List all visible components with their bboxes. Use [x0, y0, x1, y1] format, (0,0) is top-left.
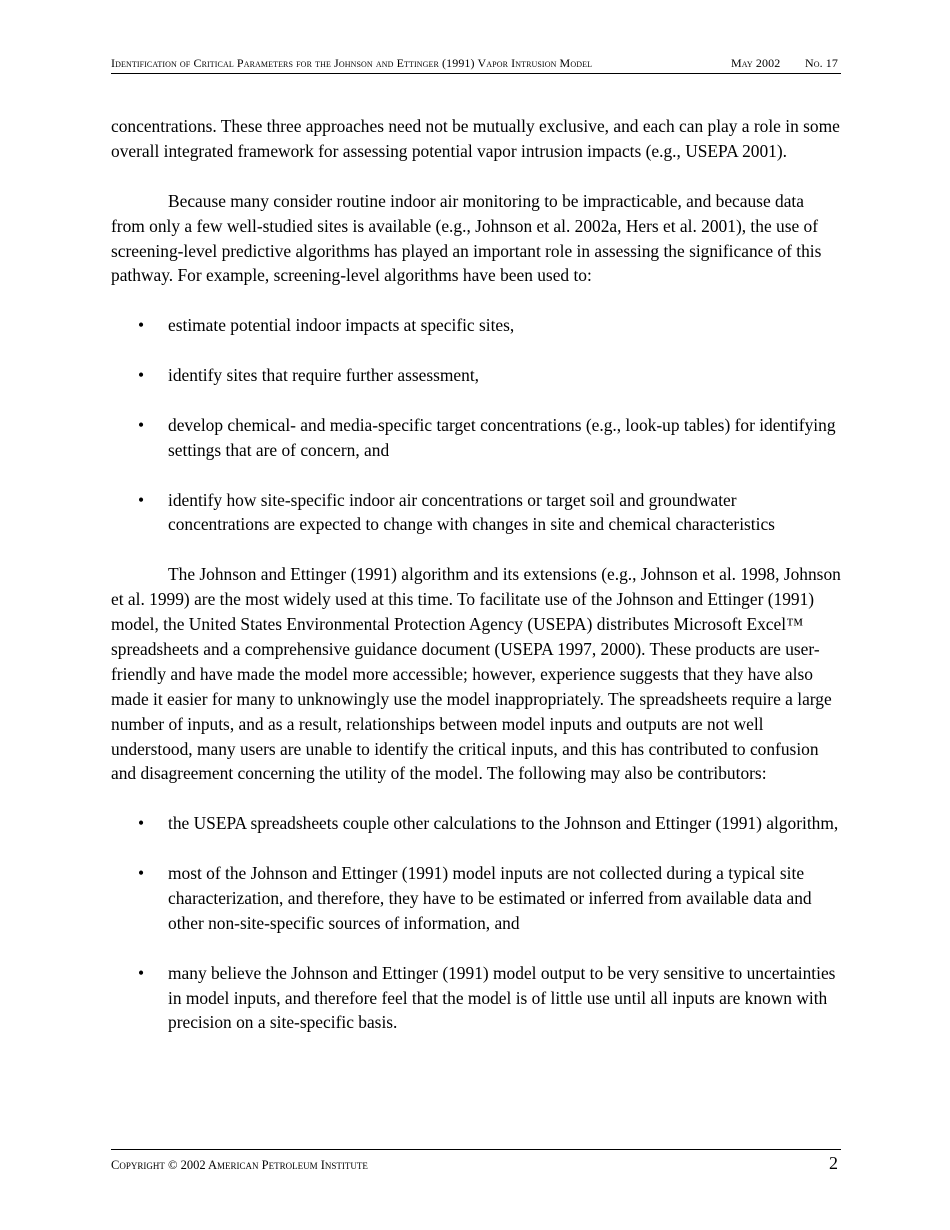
bullet-list-2	[111, 811, 841, 1035]
bullet-icon: •	[138, 863, 145, 884]
list-item-text: many believe the Johnson and Ettinger (1991) model output to be very sensitive to uncertainties in model inputs, and therefore feel that the model is of little use until all inputs are known with precision on a site-specific basis.	[168, 962, 836, 1033]
footer-copyright: Copyright © 2002 American Petroleum Institute	[111, 1158, 368, 1172]
bullet-icon: •	[138, 315, 145, 336]
header-number: No. 17	[804, 56, 838, 70]
paragraph-3: The Johnson and Ettinger (1991) algorithm and its extensions (e.g., Johnson et al. 1998, Johnson et al. 1999) are the most widely used at this time. To facilitate use of the Johnson and Ettinger (1991) model, the United States Environmental Protection Agency (USEPA) distributes Microsoft Excel™ spreadsheets and a comprehensive guidance document (USEPA 1997, 2000). These products are user-friendly and have made the model more accessible; however, experience suggests that they have also made it easier for many to unknowingly use the model inappropriately. The spreadsheets require a large number of inputs, and as a result, relationships between model inputs and outputs are not well understood, many users are unable to identify the critical inputs, and this has contributed to confusion and disagreement concerning the utility of the model. The following may also be contributors:	[111, 564, 841, 784]
list-item	[111, 961, 841, 1036]
list-item-text: identify sites that require further assessment,	[168, 365, 480, 386]
running-header	[111, 56, 841, 74]
list-item	[111, 313, 841, 338]
bullet-icon: •	[138, 414, 145, 435]
list-item-text: identify how site-specific indoor air concentrations or target soil and groundwater concentrations are expected to change with changes in site and chemical characteristics	[168, 489, 775, 535]
paragraph-2: Because many consider routine indoor air monitoring to be impracticable, and because data from only a few well-studied sites is available (e.g., Johnson et al. 2002a, Hers et al. 2001), the use of screening-level predictive algorithms has played an important role in assessing the significance of this pathway. For example, screening-level algorithms have been used to:	[111, 190, 822, 286]
page-number: 2	[829, 1153, 838, 1173]
list-item	[111, 488, 841, 538]
list-item-text: develop chemical- and media-specific target concentrations (e.g., look-up tables) for identifying settings that are of concern, and	[168, 414, 836, 460]
list-item	[111, 811, 841, 836]
running-footer	[111, 1149, 841, 1180]
paragraph-1: concentrations. These three approaches need not be mutually exclusive, and each can play a role in some overall integrated framework for assessing potential vapor intrusion impacts (e.g., USEPA 2001).	[111, 116, 840, 161]
bullet-icon: •	[138, 489, 145, 510]
list-item	[111, 363, 841, 388]
bullet-icon: •	[138, 813, 145, 834]
list-item	[111, 413, 841, 463]
header-title: Identification of Critical Parameters for the Johnson and Ettinger (1991) Vapor Intrusion Model	[111, 56, 593, 70]
list-item-text: most of the Johnson and Ettinger (1991) model inputs are not collected during a typical site characterization, and therefore, they have to be estimated or inferred from available data and other non-site-specific sources of information, and	[168, 863, 812, 933]
bullet-list-1	[111, 313, 841, 537]
bullet-icon: •	[138, 962, 145, 983]
list-item-text: the USEPA spreadsheets couple other calculations to the Johnson and Ettinger (1991) algorithm,	[168, 813, 839, 834]
header-date: May 2002	[731, 56, 781, 70]
body-text	[111, 114, 841, 1035]
list-item	[111, 861, 841, 936]
bullet-icon: •	[138, 365, 145, 386]
list-item-text: estimate potential indoor impacts at specific sites,	[168, 315, 515, 336]
